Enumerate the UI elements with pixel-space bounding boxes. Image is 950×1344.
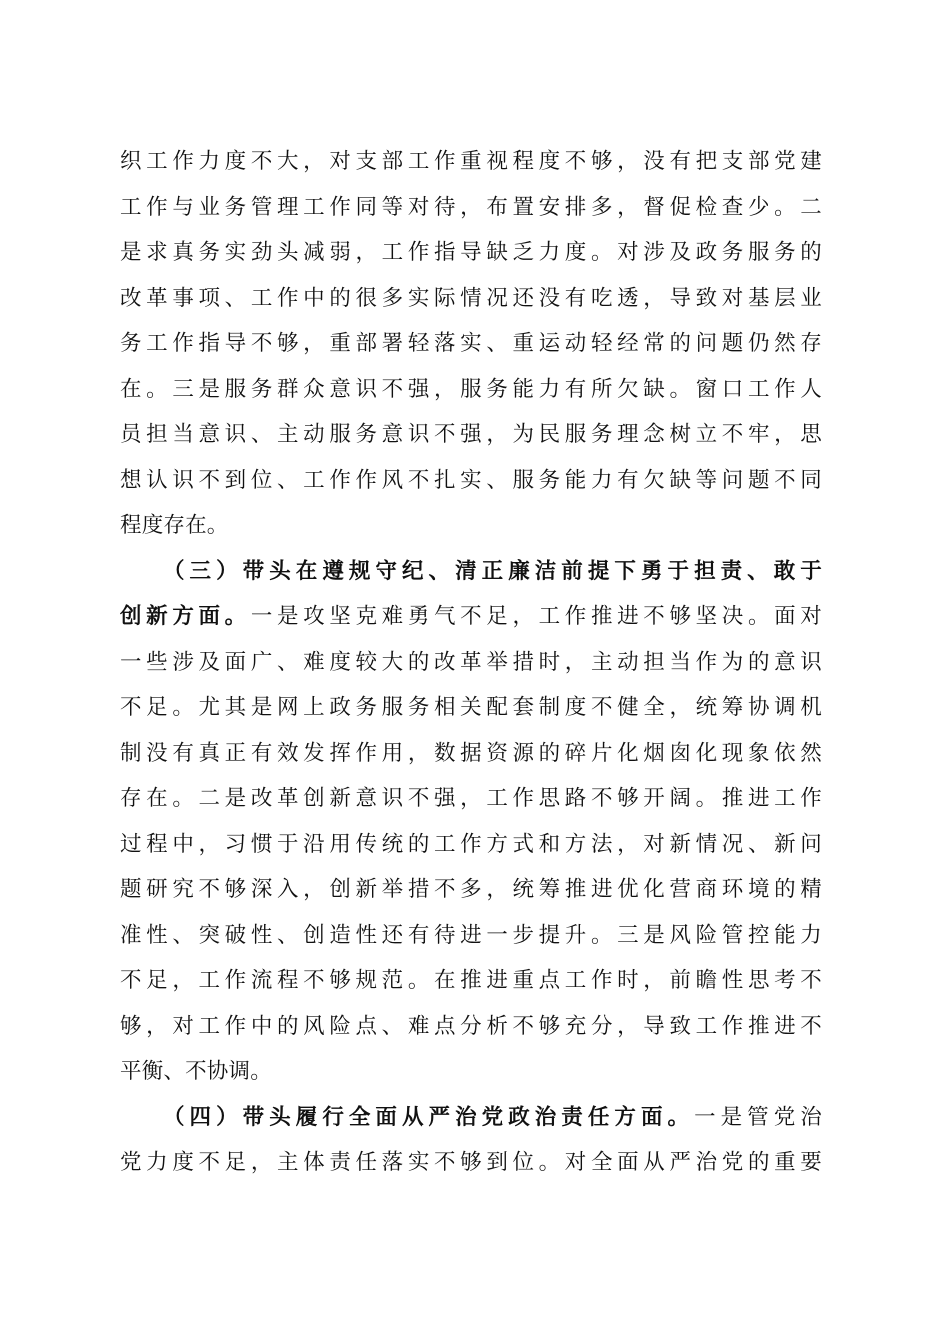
line-text: 存在。二是改革创新意识不强，工作思路不够开阔。推进工作 xyxy=(120,786,822,811)
line-text: 工作与业务管理工作同等对待，布置安排多，督促检查少。二 xyxy=(120,194,822,220)
line-text: 准性、突破性、创造性还有待进一步提升。三是风险管控能力 xyxy=(120,922,822,948)
text-line xyxy=(120,412,822,458)
text-line xyxy=(120,913,822,959)
line-text: 改革事项、工作中的很多实际情况还没有吃透，导致对基层业 xyxy=(120,285,822,311)
line-text: 员担当意识、主动服务意识不强，为民服务理念树立不牢，思 xyxy=(120,422,822,447)
line-text: 题研究不够深入，创新举措不多，统筹推进优化营商环境的精 xyxy=(120,877,822,902)
line-text: 是求真务实劲头减弱，工作指导缺乏力度。对涉及政务服务的 xyxy=(120,240,822,265)
text-line xyxy=(120,640,822,686)
line-text: 够，对工作中的风险点、难点分析不够充分，导致工作推进不 xyxy=(120,1013,822,1039)
text-line xyxy=(120,276,822,322)
line-text: 一是管党治 xyxy=(694,1104,822,1130)
section-heading: （三）带头在遵规守纪、清正廉洁前提下勇于担责、敢于 xyxy=(163,558,822,584)
section-heading-line xyxy=(120,1095,822,1141)
line-text: 织工作力度不大，对支部工作重视程度不够，没有把支部党建 xyxy=(120,149,822,174)
line-text: 党力度不足，主体责任落实不够到位。对全面从严治党的重要 xyxy=(120,1150,822,1175)
text-line xyxy=(120,321,822,367)
text-line xyxy=(120,503,822,549)
body-text xyxy=(120,139,822,1186)
section-heading-line xyxy=(120,594,822,640)
line-text: 想认识不到位、工作作风不扎实、服务能力有欠缺等问题不同 xyxy=(120,467,822,493)
text-line xyxy=(120,185,822,231)
line-text: 制没有真正有效发挥作用，数据资源的碎片化烟囱化现象依然 xyxy=(120,740,822,766)
line-text: 不足。尤其是网上政务服务相关配套制度不健全，统筹协调机 xyxy=(120,695,822,720)
text-line xyxy=(120,731,822,777)
line-text: 务工作指导不够，重部署轻落实、重运动轻经常的问题仍然存 xyxy=(120,331,822,356)
text-line xyxy=(120,1004,822,1050)
text-line xyxy=(120,685,822,731)
text-line xyxy=(120,776,822,822)
text-line xyxy=(120,1140,822,1186)
text-line xyxy=(120,867,822,913)
line-text: 在。三是服务群众意识不强，服务能力有所欠缺。窗口工作人 xyxy=(120,376,822,402)
text-line xyxy=(120,1049,822,1095)
line-text: 不足，工作流程不够规范。在推进重点工作时，前瞻性思考不 xyxy=(120,968,822,993)
line-text: 一是攻坚克难勇气不足，工作推进不够坚决。面对 xyxy=(250,604,822,629)
line-text: 程度存在。 xyxy=(120,513,229,538)
text-line xyxy=(120,139,822,185)
section-heading: 创新方面。 xyxy=(120,604,251,629)
text-line xyxy=(120,458,822,504)
line-text: 平衡、不协调。 xyxy=(120,1059,272,1084)
line-text: 一些涉及面广、难度较大的改革举措时，主动担当作为的意识 xyxy=(120,649,822,675)
text-line xyxy=(120,958,822,1004)
text-line xyxy=(120,230,822,276)
section-heading: （四）带头履行全面从严治党政治责任方面。 xyxy=(163,1104,695,1130)
text-line xyxy=(120,367,822,413)
line-text: 过程中，习惯于沿用传统的工作方式和方法，对新情况、新问 xyxy=(120,831,822,857)
text-line xyxy=(120,822,822,868)
section-heading-line xyxy=(120,549,822,595)
